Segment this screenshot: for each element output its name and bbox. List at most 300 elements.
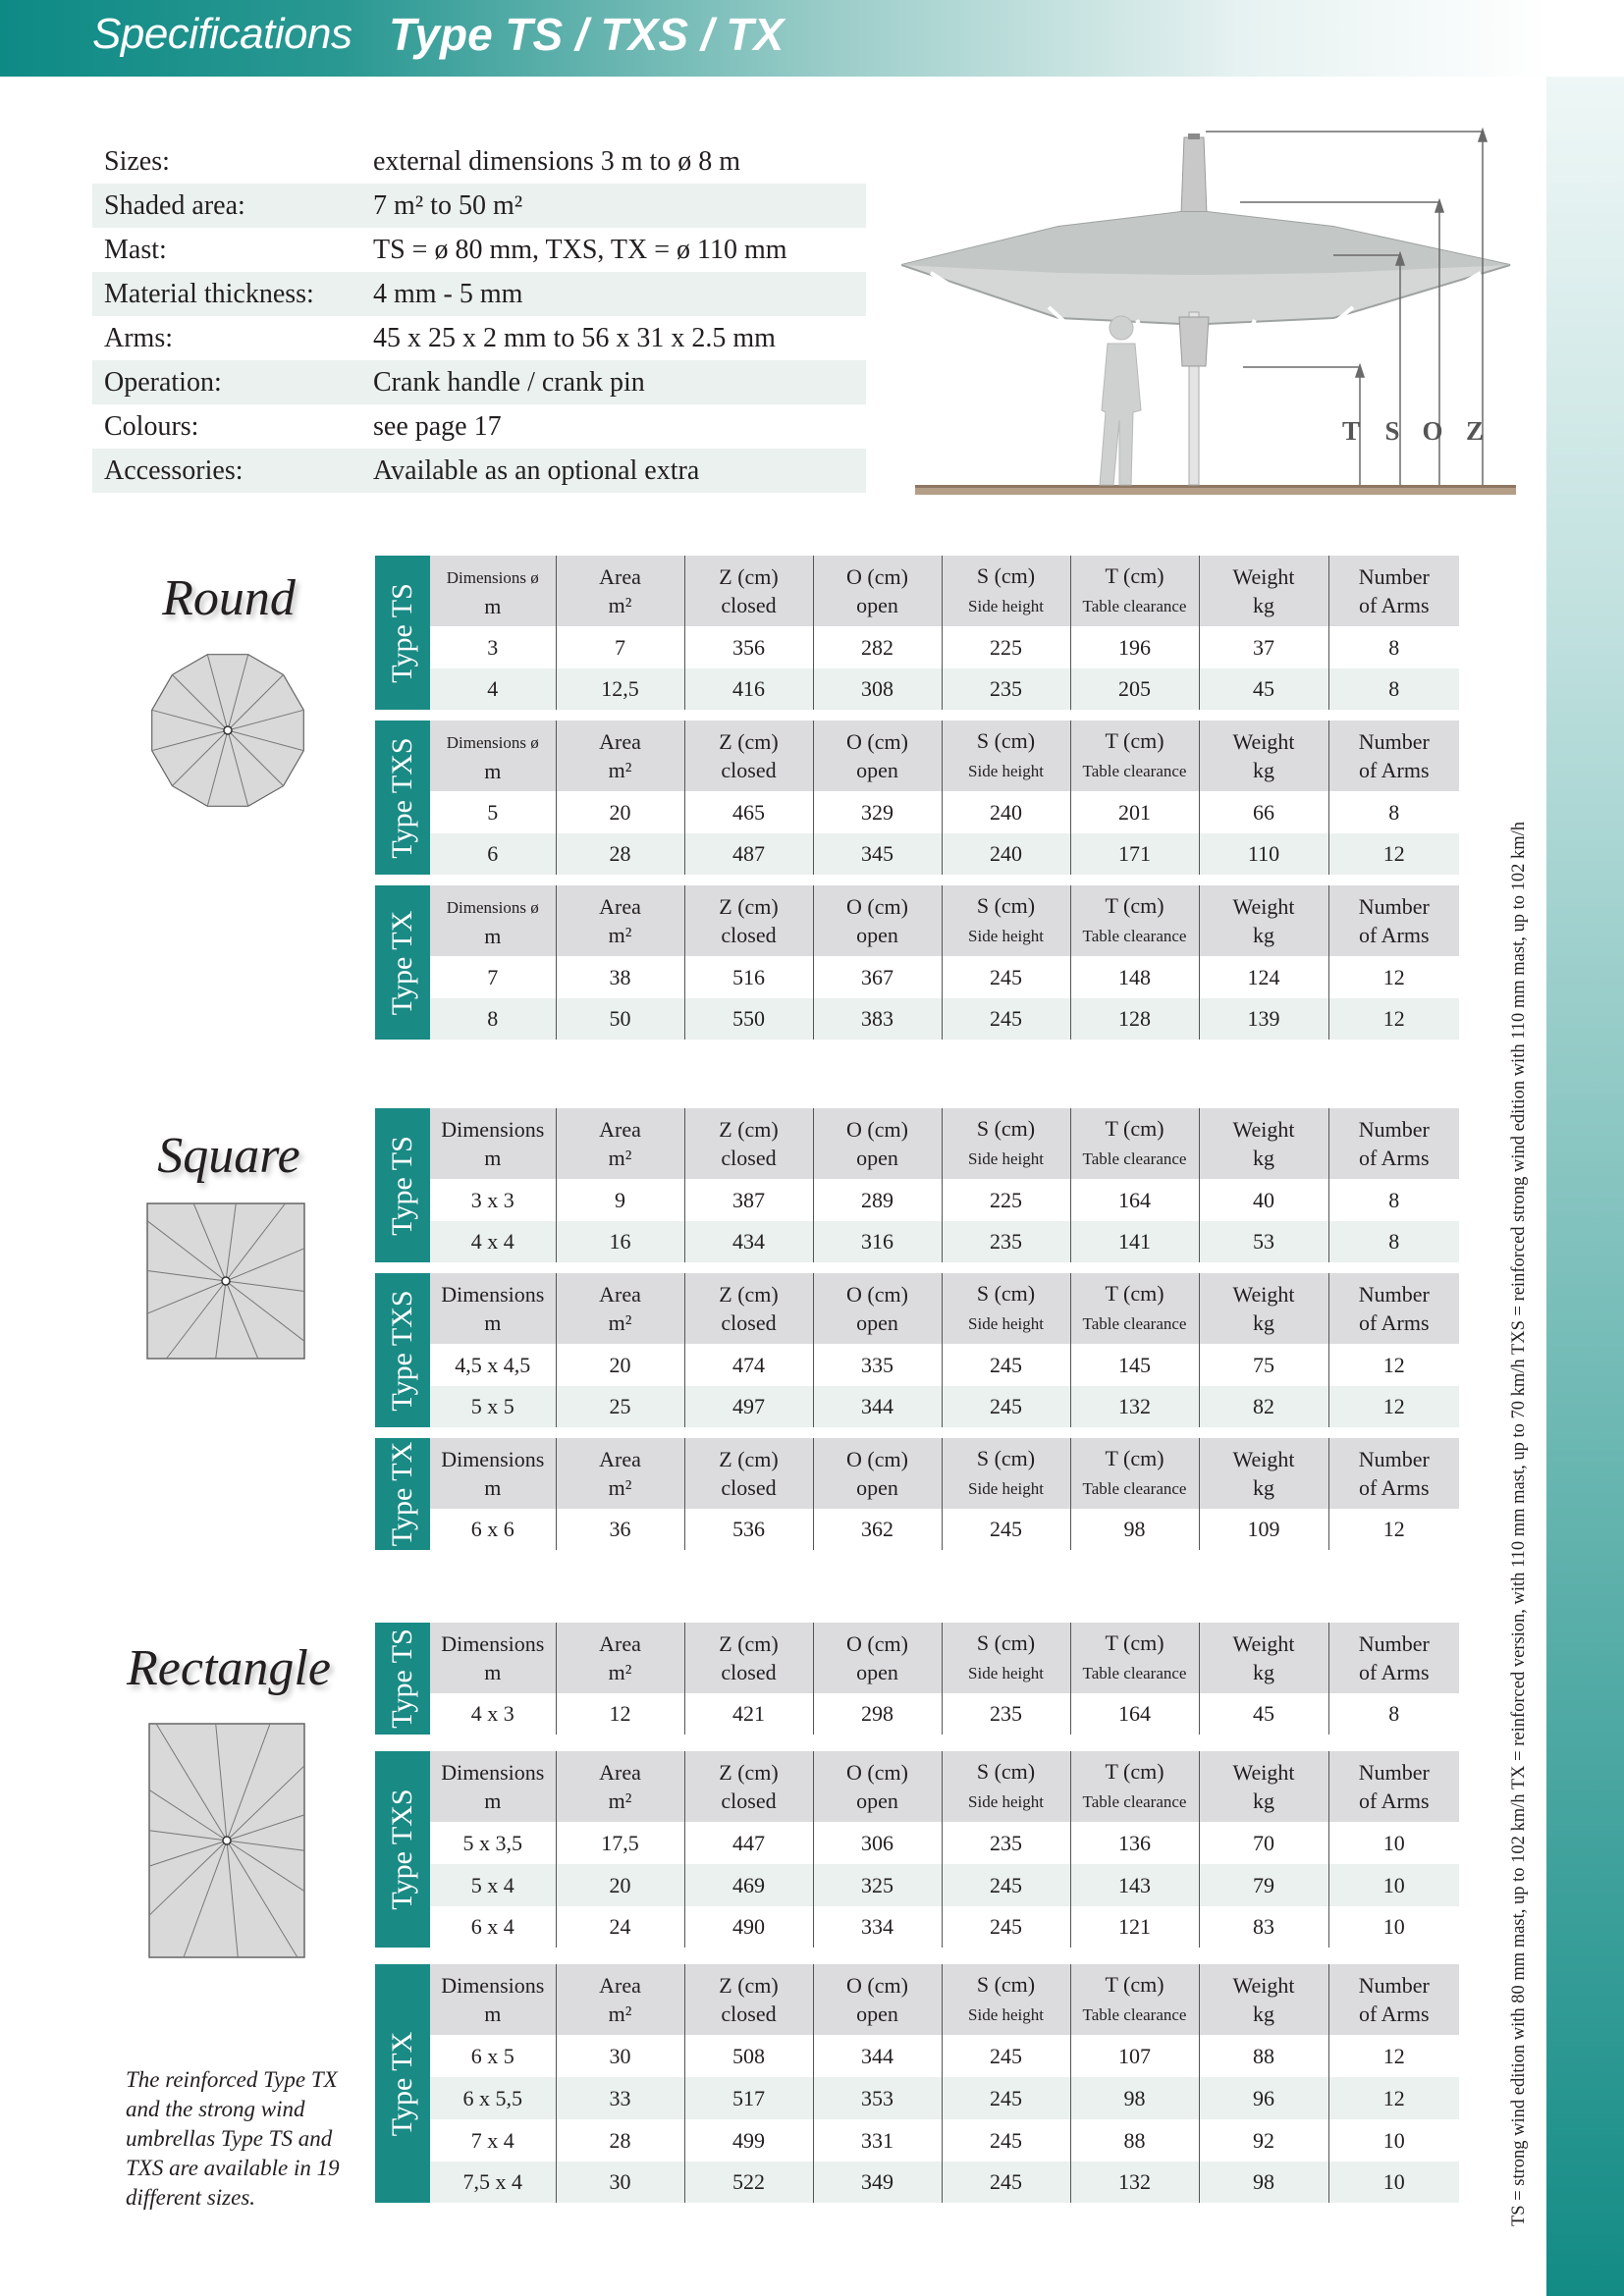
column-header-line1: Z (cm) (719, 1447, 779, 1471)
column-header-line1: Dimensions (441, 1973, 545, 1998)
table-cell: 334 (813, 1906, 942, 1948)
column-header-line1: O (cm) (846, 1282, 908, 1307)
column-header-line2: closed (721, 2002, 777, 2026)
type-label: Type TS (386, 1135, 418, 1236)
person-silhouette (1100, 316, 1141, 485)
column-header-weight (1199, 1964, 1328, 2035)
column-header-line1: O (cm) (846, 1631, 908, 1656)
table-cell: 28 (556, 2119, 684, 2162)
column-header-line2: open (856, 923, 898, 947)
table-square-type-txs (375, 1273, 1459, 1427)
table-cell: 201 (1070, 791, 1199, 833)
size-note: The reinforced Type TX and the strong wind umbrellas Type TS and TXS are available in 19 different sizes. (126, 2067, 340, 2210)
column-header-arms (1328, 556, 1459, 626)
column-header-line2: Side height (968, 1792, 1044, 1811)
table-cell: 88 (1199, 2035, 1328, 2077)
table-cell: 8 (1328, 1693, 1459, 1735)
spec-label: Shaded area: (104, 189, 245, 221)
table-cell: 308 (813, 668, 942, 710)
column-header-line2: m (484, 1310, 502, 1335)
table-cell: 40 (1199, 1179, 1328, 1221)
type-tab (375, 721, 430, 875)
table-cell: 434 (684, 1221, 813, 1262)
table-cell: 5 x 5 (430, 1386, 556, 1427)
column-header-line1: T (cm) (1105, 1281, 1164, 1306)
type-label: Type TX (386, 910, 418, 1015)
table-cell: 497 (684, 1386, 813, 1427)
table-cell: 196 (1070, 626, 1199, 668)
column-header-arms (1328, 885, 1459, 956)
table-cell: 24 (556, 1906, 684, 1948)
table-cell: 12 (1328, 998, 1459, 1040)
column-header-line1: S (cm) (976, 563, 1036, 588)
column-header-line2: Table clearance (1082, 762, 1187, 780)
column-header-line1: Weight (1232, 1760, 1295, 1785)
column-header-s (942, 721, 1070, 791)
column-header-line1: Dimensions (441, 1447, 545, 1471)
spec-label: Material thickness: (104, 278, 314, 309)
column-header-line2: open (856, 1475, 898, 1500)
table-cell: 235 (942, 1693, 1070, 1735)
column-header-line2: Table clearance (1082, 597, 1187, 615)
spec-value: 45 x 25 x 2 mm to 56 x 31 x 2.5 mm (373, 322, 776, 353)
column-header-line1: O (cm) (846, 1117, 908, 1142)
table-cell: 25 (556, 1386, 684, 1427)
column-header-line2: m (484, 924, 502, 948)
table-cell: 469 (684, 1864, 813, 1906)
label-t: T (1341, 416, 1361, 446)
table-row (430, 1509, 1459, 1550)
column-header-s (942, 556, 1070, 626)
rectangle-umbrella-icon (145, 1720, 312, 1967)
column-header-line1: Area (599, 729, 641, 754)
table-cell: 20 (556, 1344, 684, 1386)
spec-list (92, 139, 866, 493)
table-cell: 8 (430, 998, 556, 1040)
rectangle-title: Rectangle (127, 1640, 331, 1696)
table-cell: 490 (684, 1906, 813, 1948)
column-header-t (1070, 885, 1199, 956)
table-header (430, 556, 1459, 626)
table-cell: 8 (1328, 626, 1459, 668)
column-header-line1: Dimensions (441, 1117, 545, 1142)
spec-row (92, 404, 866, 449)
column-header-weight (1199, 1751, 1328, 1822)
table-header (430, 1273, 1459, 1344)
table-cell: 387 (684, 1179, 813, 1221)
column-header-dimensions (430, 556, 556, 626)
table-cell: 245 (942, 998, 1070, 1040)
table-cell: 331 (813, 2119, 942, 2162)
column-header-line1: O (cm) (846, 894, 908, 919)
column-header-line2: of Arms (1359, 923, 1430, 947)
column-header-line2: closed (721, 1789, 777, 1813)
table-cell: 344 (813, 2035, 942, 2077)
column-header-line1: T (cm) (1105, 893, 1164, 918)
table-cell: 12 (1328, 956, 1459, 998)
table-cell: 20 (556, 1864, 684, 1906)
column-header-line1: Area (599, 1282, 641, 1307)
table-cell: 110 (1199, 833, 1328, 875)
type-tab (375, 1438, 430, 1550)
table-cell: 245 (942, 956, 1070, 998)
column-header-line2: of Arms (1359, 1660, 1430, 1684)
table-cell: 53 (1199, 1221, 1328, 1262)
page-title: Type TS / TXS / TX (389, 9, 785, 60)
column-header-line1: O (cm) (846, 1973, 908, 1998)
column-header-line1: Area (599, 1117, 641, 1142)
column-header-line2: m (484, 594, 502, 618)
column-header-o (813, 1438, 942, 1509)
column-header-line2: kg (1253, 593, 1274, 617)
column-header-dimensions (430, 1751, 556, 1822)
spec-label: Operation: (104, 366, 222, 398)
type-label: Type TX (386, 1441, 418, 1547)
table-cell: 82 (1199, 1386, 1328, 1427)
column-header-line2: closed (721, 1475, 777, 1500)
umbrella-top (1181, 137, 1207, 214)
column-header-weight (1199, 885, 1328, 956)
table-cell: 10 (1328, 1822, 1459, 1864)
column-header-line1: Number (1358, 894, 1430, 919)
column-header-line1: Area (599, 894, 641, 919)
column-header-line2: open (856, 1789, 898, 1813)
column-header-t (1070, 1438, 1199, 1509)
type-tab (375, 556, 430, 710)
square-title: Square (157, 1128, 300, 1184)
column-header-line1: T (cm) (1105, 1972, 1164, 1997)
column-header-s (942, 1273, 1070, 1344)
column-header-line1: Weight (1232, 1447, 1295, 1471)
table-cell: 83 (1199, 1906, 1328, 1948)
table-cell: 6 x 4 (470, 1914, 514, 1939)
column-header-line2: m (484, 1660, 502, 1684)
table-round-type-tx (375, 885, 1459, 1040)
table-cell: 28 (556, 833, 684, 875)
table-round-type-ts (375, 556, 1459, 710)
table-cell: 465 (684, 791, 813, 833)
type-tab (375, 885, 430, 1040)
table-cell: 50 (556, 998, 684, 1040)
table-cell: 33 (556, 2077, 684, 2119)
type-tab (375, 1273, 430, 1427)
spec-label: Mast: (104, 234, 167, 265)
table-cell: 353 (813, 2077, 942, 2119)
column-header-line2: of Arms (1359, 1310, 1430, 1335)
table-cell: 10 (1328, 1906, 1459, 1948)
column-header-line1: Z (cm) (719, 1117, 779, 1142)
table-cell: 30 (556, 2035, 684, 2077)
column-header-line2: of Arms (1359, 758, 1430, 782)
column-header-line1: S (cm) (976, 1759, 1036, 1784)
column-header-line2: m (484, 2002, 502, 2026)
table-cell: 356 (684, 626, 813, 668)
column-header-t (1070, 1623, 1199, 1693)
table-cell: 6 (430, 833, 556, 875)
type-label: Type TXS (386, 1789, 418, 1910)
table-cell: 245 (942, 2119, 1070, 2162)
header-section: Specifications (92, 10, 352, 58)
column-header-line2: of Arms (1359, 2002, 1430, 2026)
column-header-line2: m² (608, 758, 632, 782)
column-header-line2: Table clearance (1082, 1149, 1187, 1168)
table-row (430, 1822, 1459, 1864)
table-cell: 235 (942, 1822, 1070, 1864)
column-header-o (813, 1964, 942, 2035)
spec-value: 7 m² to 50 m² (373, 189, 523, 221)
column-header-line1: T (cm) (1105, 1116, 1164, 1141)
table-cell: 145 (1070, 1344, 1199, 1386)
round-umbrella-icon (145, 650, 312, 817)
table-cell: 8 (1328, 1179, 1459, 1221)
column-header-area (556, 1108, 684, 1179)
column-header-line2: m² (608, 1475, 632, 1500)
column-header-arms (1328, 1438, 1459, 1509)
table-cell: 3 x 3 (470, 1187, 514, 1212)
table-cell: 37 (1199, 626, 1328, 668)
table-row (430, 2162, 1459, 2203)
table-cell: 4 x 4 (430, 1221, 556, 1262)
column-header-line1: T (cm) (1105, 1630, 1164, 1655)
column-header-t (1070, 556, 1199, 626)
column-header-dimensions (430, 1623, 556, 1693)
column-header-line2: Side height (968, 1149, 1044, 1168)
table-cell: 7,5 x 4 (430, 2162, 556, 2203)
column-header-line2: Table clearance (1082, 1792, 1187, 1811)
column-header-line2: open (856, 2002, 898, 2026)
label-o: O (1422, 416, 1443, 446)
table-header (430, 885, 1459, 956)
column-header-z (684, 885, 813, 956)
column-header-line1: O (cm) (846, 1760, 908, 1785)
table-cell: 12,5 (556, 668, 684, 710)
table-cell: 5 x 4 (430, 1864, 556, 1906)
table-row (430, 1693, 1459, 1735)
table-cell: 421 (684, 1693, 813, 1735)
table-cell: 550 (684, 998, 813, 1040)
table-cell: 66 (1199, 791, 1328, 833)
column-header-line2: Side height (968, 1479, 1044, 1498)
spec-label: Accessories: (104, 454, 244, 486)
page-header (0, 0, 1551, 77)
table-cell: 12 (1328, 833, 1459, 875)
column-header-line2: m² (608, 1146, 632, 1170)
table-cell: 447 (684, 1822, 813, 1864)
table-cell: 325 (813, 1864, 942, 1906)
column-header-dimensions (430, 1964, 556, 2035)
column-header-line1: Number (1358, 1760, 1430, 1785)
table-cell: 12 (556, 1693, 684, 1735)
column-header-line2: kg (1253, 2002, 1274, 2026)
table-cell: 298 (813, 1693, 942, 1735)
table-cell: 30 (556, 2162, 684, 2203)
table-header (430, 1438, 1459, 1509)
column-header-z (684, 1108, 813, 1179)
column-header-line1: Weight (1232, 564, 1295, 589)
column-header-line1: Z (cm) (719, 1760, 779, 1785)
table-cell: 132 (1070, 2162, 1199, 2203)
column-header-arms (1328, 1751, 1459, 1822)
table-cell: 240 (942, 791, 1070, 833)
type-tab (375, 1108, 430, 1262)
table-square-type-ts (375, 1108, 1459, 1262)
type-label: Type TXS (386, 1289, 418, 1412)
spec-value: TS = ø 80 mm, TXS, TX = ø 110 mm (373, 234, 787, 265)
column-header-o (813, 556, 942, 626)
table-cell: 107 (1070, 2035, 1199, 2077)
table-cell: 98 (1070, 1509, 1199, 1550)
table-header (430, 721, 1459, 791)
table-row (430, 1906, 1459, 1948)
column-header-line1: Number (1358, 1447, 1430, 1471)
label-s: S (1384, 416, 1400, 446)
table-row (430, 1386, 1459, 1427)
column-header-arms (1328, 1273, 1459, 1344)
column-header-line1: Z (cm) (719, 729, 779, 754)
table-row (430, 791, 1459, 833)
column-header-line2: Table clearance (1082, 1664, 1187, 1682)
column-header-line1: S (cm) (976, 1116, 1036, 1141)
table-cell: 3 (487, 634, 499, 660)
column-header-line2: kg (1253, 758, 1274, 782)
table-cell: 416 (684, 668, 813, 710)
column-header-line1: Area (599, 564, 641, 589)
table-header (430, 1108, 1459, 1179)
table-square-type-tx (375, 1438, 1459, 1550)
table-cell: 148 (1070, 956, 1199, 998)
table-cell: 12 (1328, 2077, 1459, 2119)
column-header-z (684, 1438, 813, 1509)
spec-row (92, 360, 866, 404)
column-header-line2: closed (721, 1660, 777, 1684)
table-cell: 225 (942, 1179, 1070, 1221)
column-header-line2: m² (608, 923, 632, 947)
table-cell: 7 (487, 964, 499, 989)
table-cell: 20 (556, 791, 684, 833)
table-rectangle-type-ts (375, 1623, 1459, 1735)
table-cell: 235 (942, 1221, 1070, 1262)
column-header-line2: open (856, 758, 898, 782)
column-header-line2: m (484, 1146, 502, 1170)
table-cell: 98 (1199, 2162, 1328, 2203)
column-header-s (942, 1108, 1070, 1179)
table-cell: 345 (813, 833, 942, 875)
table-cell: 12 (1328, 1509, 1459, 1550)
column-header-weight (1199, 1273, 1328, 1344)
column-header-line1: Area (599, 1631, 641, 1656)
spec-value: 4 mm - 5 mm (373, 278, 523, 309)
table-rectangle-type-txs (375, 1751, 1459, 1948)
table-row (430, 1864, 1459, 1906)
column-header-line2: open (856, 1660, 898, 1684)
table-cell: 245 (942, 1906, 1070, 1948)
column-header-z (684, 556, 813, 626)
table-cell: 306 (813, 1822, 942, 1864)
column-header-line2: closed (721, 758, 777, 782)
spec-value: see page 17 (373, 410, 502, 442)
column-header-area (556, 1623, 684, 1693)
column-header-line1: Weight (1232, 1282, 1295, 1307)
column-header-line1: O (cm) (846, 729, 908, 754)
column-header-line2: of Arms (1359, 1146, 1430, 1170)
table-cell: 289 (813, 1179, 942, 1221)
table-cell: 383 (813, 998, 942, 1040)
table-cell: 316 (813, 1221, 942, 1262)
column-header-line2: m² (608, 1310, 632, 1335)
column-header-line1: Dimensions ø (446, 568, 539, 587)
table-cell: 171 (1070, 833, 1199, 875)
table-cell: 12 (1328, 1386, 1459, 1427)
column-header-line1: Z (cm) (719, 1282, 779, 1307)
table-cell: 487 (684, 833, 813, 875)
table-rectangle-type-tx (375, 1964, 1459, 2203)
column-header-area (556, 1751, 684, 1822)
table-cell: 164 (1070, 1693, 1199, 1735)
column-header-area (556, 721, 684, 791)
table-cell: 8 (1328, 668, 1459, 710)
spec-row (92, 449, 866, 493)
column-header-line2: of Arms (1359, 1475, 1430, 1500)
table-cell: 143 (1070, 1864, 1199, 1906)
table-cell: 12 (1328, 2035, 1459, 2077)
label-z: Z (1465, 416, 1485, 446)
column-header-o (813, 885, 942, 956)
table-cell: 5 (487, 799, 499, 825)
spec-label: Arms: (104, 322, 173, 353)
table-cell: 36 (556, 1509, 684, 1550)
column-header-line1: Dimensions (441, 1631, 545, 1656)
table-cell: 9 (556, 1179, 684, 1221)
column-header-line1: T (cm) (1105, 728, 1164, 753)
column-header-weight (1199, 1438, 1328, 1509)
table-cell: 121 (1070, 1906, 1199, 1948)
table-row (430, 998, 1459, 1040)
table-cell: 536 (684, 1509, 813, 1550)
table-cell: 16 (556, 1221, 684, 1262)
table-cell: 8 (1328, 791, 1459, 833)
type-label: Type TXS (386, 736, 418, 859)
column-header-line2: m (484, 1789, 502, 1813)
table-cell: 164 (1070, 1179, 1199, 1221)
column-header-line2: Table clearance (1082, 1479, 1187, 1498)
table-cell: 10 (1328, 2162, 1459, 2203)
table-cell: 240 (942, 833, 1070, 875)
column-header-line1: Weight (1232, 729, 1295, 754)
column-header-line1: O (cm) (846, 564, 908, 589)
table-header (430, 1623, 1459, 1693)
table-cell: 517 (684, 2077, 813, 2119)
table-cell: 70 (1199, 1822, 1328, 1864)
square-umbrella-icon (143, 1200, 312, 1368)
column-header-o (813, 1273, 942, 1344)
type-tab (375, 1964, 430, 2203)
table-cell: 6 x 5,5 (430, 2077, 556, 2119)
spec-row (92, 228, 866, 272)
column-header-t (1070, 1273, 1199, 1344)
type-label: Type TS (386, 1629, 418, 1729)
column-header-line1: Area (599, 1447, 641, 1471)
spec-label: Colours: (104, 410, 199, 442)
spec-row (92, 139, 866, 184)
table-row (430, 668, 1459, 710)
column-header-weight (1199, 721, 1328, 791)
type-label: Type TS (386, 582, 418, 683)
column-header-line2: kg (1253, 1789, 1274, 1813)
table-cell: 344 (813, 1386, 942, 1427)
column-header-line1: Area (599, 1760, 641, 1785)
column-header-line1: S (cm) (976, 893, 1036, 918)
column-header-line1: O (cm) (846, 1447, 908, 1471)
